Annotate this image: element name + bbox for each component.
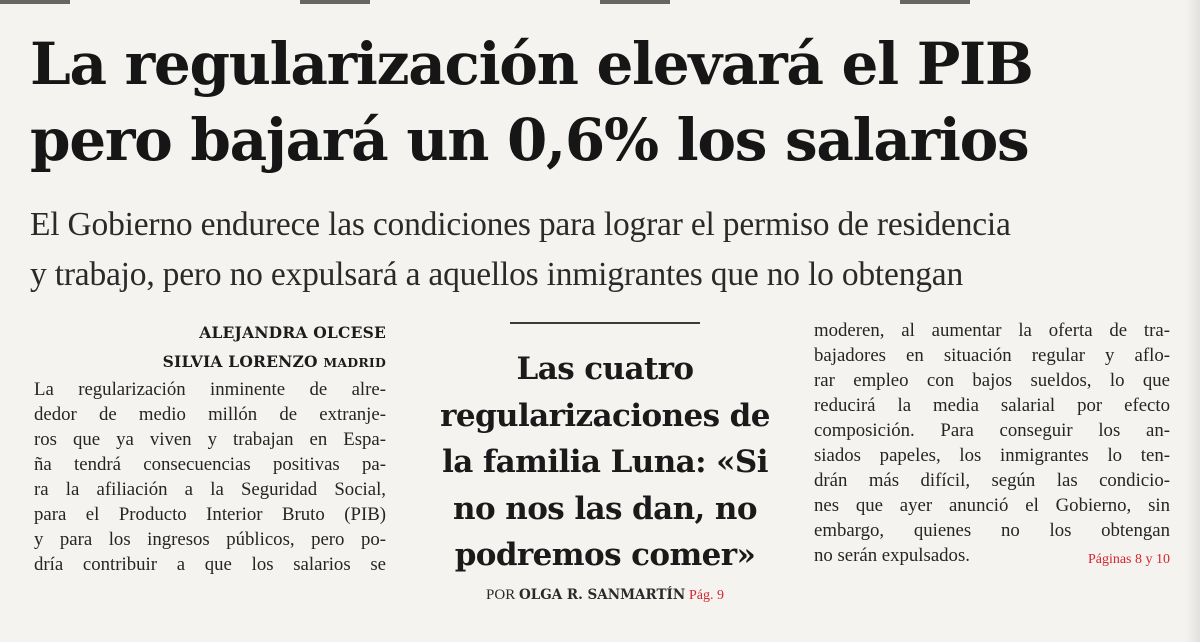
article-line: nes que ayer anunció el Gobierno, sin	[814, 495, 1170, 516]
subheadline-line-2: y trabajo, pero no expulsará a aquellos inmigrantes que no lo obtengan	[30, 256, 964, 293]
article-line: dedor de medio millón de extranje-	[34, 404, 386, 425]
byline-author-1: ALEJANDRA OLCESE	[199, 323, 386, 342]
article-line: embargo, quienes no los obtengan	[814, 520, 1170, 541]
byline-author-2-line	[34, 347, 386, 377]
related-story-credit	[420, 587, 790, 604]
page-edge-shadow	[1186, 0, 1200, 642]
article-body-right	[814, 318, 1170, 568]
related-page-ref: Pág. 9	[688, 587, 724, 603]
credit-prefix: POR	[486, 586, 516, 603]
credit-author: OLGA R. SANMARTÍN	[518, 586, 686, 603]
article-line: composición. Para conseguir los an-	[814, 420, 1170, 441]
related-title-line: Las cuatro	[516, 351, 694, 387]
top-edge-rule	[0, 0, 1200, 4]
article-line: siados papeles, los inmigrantes lo ten-	[814, 445, 1170, 466]
article-line: y para los ingresos públicos, pero po-	[34, 529, 386, 550]
headline-line-2: pero bajará un 0,6% los salarios	[30, 106, 1029, 174]
related-story-box	[420, 318, 790, 604]
article-line: moderen, al aumentar la oferta de tra-	[814, 320, 1170, 341]
subheadline	[30, 200, 1200, 300]
byline-author-2: SILVIA LORENZO	[162, 352, 318, 371]
box-top-rule	[510, 322, 700, 324]
subheadline-line-1: El Gobierno endurece las condiciones para lograr el permiso de residencia	[30, 206, 1011, 243]
related-story-title	[420, 346, 790, 579]
article-line: dría contribuir a que los salarios se	[34, 554, 386, 575]
article-line: bajadores en situación regular y aflo-	[814, 345, 1170, 366]
related-title-line: la familia Luna: «Si	[442, 444, 768, 480]
continuation-page-ref: Páginas 8 y 10	[1087, 552, 1170, 567]
article-column-right	[814, 318, 1170, 568]
related-title-line: regularizaciones de	[440, 397, 770, 434]
article-line: drán más difícil, según las condicio-	[814, 470, 1170, 491]
article-line: ña tendrá consecuencias positivas pa-	[34, 454, 386, 475]
article-line: reducirá la media salarial por efecto	[814, 395, 1170, 416]
article-line: ra la afiliación a la Seguridad Social,	[34, 479, 386, 500]
article-line: para el Producto Interior Bruto (PIB)	[34, 504, 386, 525]
headline	[30, 26, 1190, 178]
related-title-line: podremos comer»	[454, 537, 756, 573]
byline-city: MADRID	[323, 355, 386, 370]
article-line: La regularización inminente de alre-	[34, 379, 386, 400]
article-line-last: no serán expulsados.	[814, 545, 970, 566]
article-body-left	[34, 377, 386, 577]
related-title-line: no nos las dan, no	[453, 490, 757, 527]
article-column-left	[34, 318, 386, 577]
article-line: ros que ya viven y trabajan en Espa-	[34, 429, 386, 450]
headline-line-1: La regularización elevará el PIB	[30, 30, 1033, 98]
byline	[34, 318, 386, 377]
article-line: rar empleo con bajos sueldos, lo que	[814, 370, 1170, 391]
